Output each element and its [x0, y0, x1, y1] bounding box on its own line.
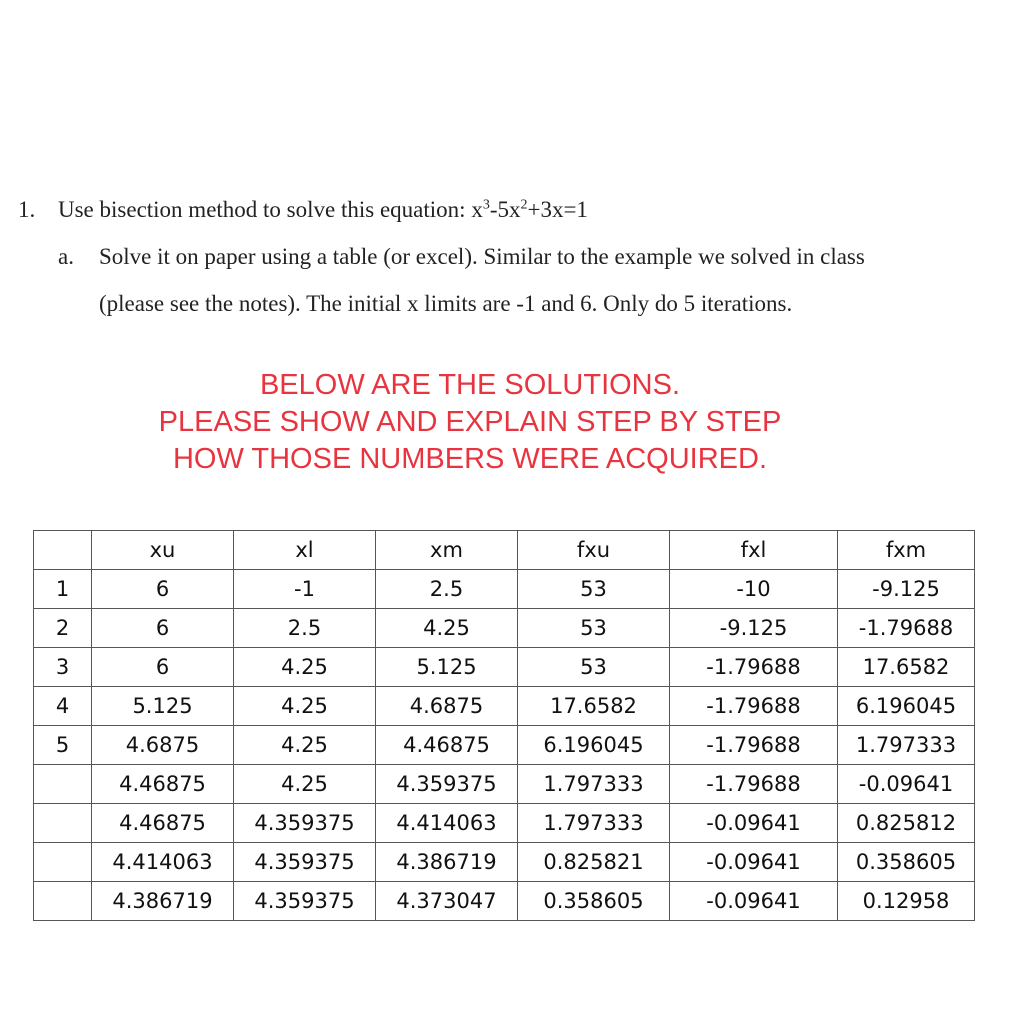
- equation-x: x: [471, 197, 483, 222]
- table-cell: 4.25: [234, 648, 376, 687]
- table-cell: 1.797333: [518, 804, 670, 843]
- equation-exponent-2: 2: [520, 197, 528, 213]
- table-cell: -1: [234, 570, 376, 609]
- table-cell: 4.46875: [92, 804, 234, 843]
- table-cell: -0.09641: [670, 804, 838, 843]
- table-cell: 6: [92, 648, 234, 687]
- table-cell: -1.79688: [670, 726, 838, 765]
- table-cell: 4.359375: [234, 843, 376, 882]
- table-cell: 4.373047: [376, 882, 518, 921]
- column-header: fxl: [670, 531, 838, 570]
- table-header-row: [34, 531, 975, 570]
- table-cell: -1.79688: [670, 765, 838, 804]
- iteration-cell: 3: [34, 648, 92, 687]
- table-cell: 1.797333: [518, 765, 670, 804]
- table-cell: 6: [92, 570, 234, 609]
- solutions-banner-line-3: HOW THOSE NUMBERS WERE ACQUIRED.: [172, 443, 768, 475]
- solutions-banner-line-2: PLEASE SHOW AND EXPLAIN STEP BY STEP: [158, 406, 782, 438]
- table-cell: -0.09641: [838, 765, 975, 804]
- iteration-cell: 5: [34, 726, 92, 765]
- table-cell: 0.358605: [838, 843, 975, 882]
- table-cell: -0.09641: [670, 843, 838, 882]
- column-header: xl: [234, 531, 376, 570]
- iteration-cell: 1: [34, 570, 92, 609]
- table-cell: 0.825821: [518, 843, 670, 882]
- iteration-cell: 2: [34, 609, 92, 648]
- question-prefix: Use bisection method to solve this equation:: [58, 197, 472, 222]
- iteration-cell: [34, 843, 92, 882]
- table-cell: 4.25: [234, 726, 376, 765]
- table-cell: 4.6875: [92, 726, 234, 765]
- table-cell: -1.79688: [838, 609, 975, 648]
- table-row: [34, 882, 975, 921]
- equation-term-5x: -5x: [489, 197, 521, 222]
- table-cell: 4.359375: [234, 804, 376, 843]
- table-row: [34, 804, 975, 843]
- table-row: [34, 843, 975, 882]
- sub-question-line-2: (please see the notes). The initial x limits are -1 and 6. Only do 5 iterations.: [99, 291, 793, 316]
- table-cell: 4.46875: [92, 765, 234, 804]
- question-number: 1.: [18, 197, 36, 222]
- table-cell: 4.46875: [376, 726, 518, 765]
- table-cell: -9.125: [670, 609, 838, 648]
- table-cell: 4.414063: [92, 843, 234, 882]
- table-cell: 0.12958: [838, 882, 975, 921]
- table-cell: 6: [92, 609, 234, 648]
- table-cell: 17.6582: [518, 687, 670, 726]
- solutions-banner-line-1: BELOW ARE THE SOLUTIONS.: [259, 369, 681, 401]
- iteration-cell: 4: [34, 687, 92, 726]
- table-row: [34, 609, 975, 648]
- table-cell: 4.25: [234, 687, 376, 726]
- table-cell: 4.6875: [376, 687, 518, 726]
- table-cell: -1.79688: [670, 687, 838, 726]
- table-cell: 2.5: [234, 609, 376, 648]
- column-header: [34, 531, 92, 570]
- equation-rest: +3x=1: [527, 197, 588, 222]
- equation-exponent-3: 3: [482, 197, 490, 213]
- table-cell: 4.414063: [376, 804, 518, 843]
- table-row: [34, 648, 975, 687]
- equation: [471, 197, 588, 222]
- table-row: [34, 687, 975, 726]
- table-cell: 0.825812: [838, 804, 975, 843]
- table-cell: 4.386719: [92, 882, 234, 921]
- column-header: xm: [376, 531, 518, 570]
- iteration-cell: [34, 882, 92, 921]
- table-cell: 6.196045: [518, 726, 670, 765]
- table-cell: 5.125: [92, 687, 234, 726]
- table-cell: 53: [518, 648, 670, 687]
- table-cell: 1.797333: [838, 726, 975, 765]
- table-cell: 0.358605: [518, 882, 670, 921]
- table-cell: -0.09641: [670, 882, 838, 921]
- table-cell: -10: [670, 570, 838, 609]
- table-cell: -9.125: [838, 570, 975, 609]
- table-cell: 6.196045: [838, 687, 975, 726]
- table-cell: 4.25: [234, 765, 376, 804]
- table-cell: -1.79688: [670, 648, 838, 687]
- column-header: fxm: [838, 531, 975, 570]
- table-row: [34, 726, 975, 765]
- iteration-cell: [34, 804, 92, 843]
- table-cell: 5.125: [376, 648, 518, 687]
- iteration-cell: [34, 765, 92, 804]
- column-header: fxu: [518, 531, 670, 570]
- table-row: [34, 765, 975, 804]
- table-cell: 53: [518, 609, 670, 648]
- sub-question-letter: a.: [58, 244, 74, 269]
- sub-question-line-1: Solve it on paper using a table (or excel). Similar to the example we solved in class: [99, 244, 865, 269]
- table-cell: 2.5: [376, 570, 518, 609]
- bisection-table: [33, 530, 975, 921]
- table-cell: 4.359375: [376, 765, 518, 804]
- table-cell: 53: [518, 570, 670, 609]
- table-cell: 4.25: [376, 609, 518, 648]
- table-row: [34, 570, 975, 609]
- table-cell: 17.6582: [838, 648, 975, 687]
- table-cell: 4.386719: [376, 843, 518, 882]
- table-cell: 4.359375: [234, 882, 376, 921]
- column-header: xu: [92, 531, 234, 570]
- question-text: [58, 197, 588, 223]
